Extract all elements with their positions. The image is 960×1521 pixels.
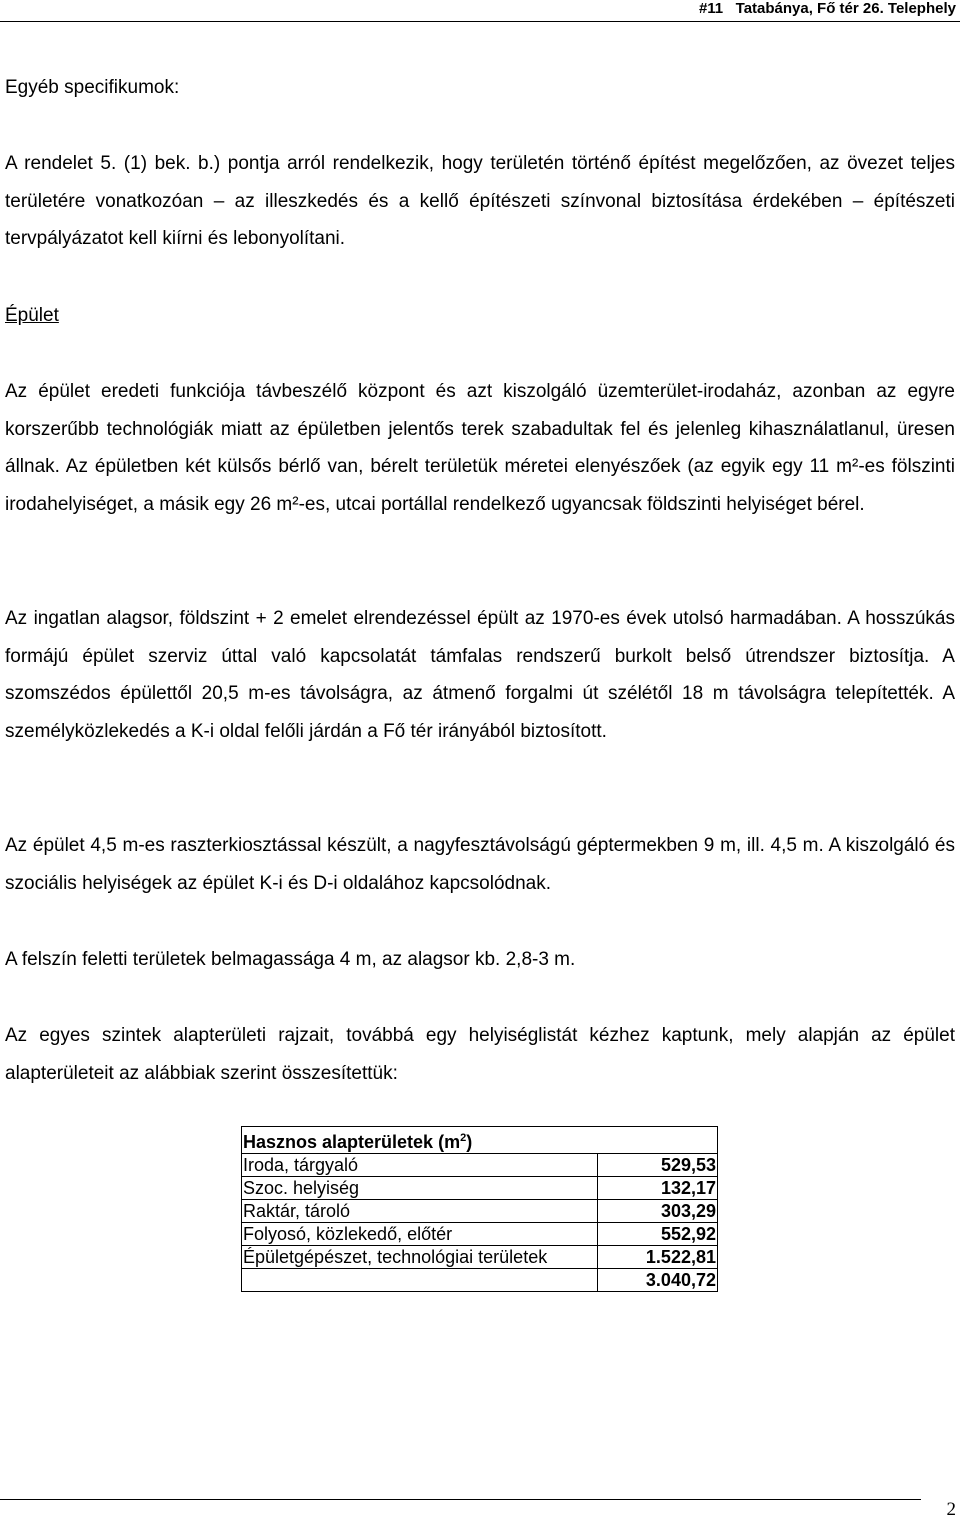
table-title-suffix: ) <box>466 1132 473 1152</box>
table-total-row <box>242 1269 718 1292</box>
row-label: Épületgépészet, technológiai területek <box>242 1246 598 1269</box>
page-number: 2 <box>946 1499 956 1520</box>
building-paragraph-1: Az épület eredeti funkciója távbeszélő központ és azt kiszolgáló üzemterület-irodaház, azonban az egyre korszerűbb technológiák miatt az épületben jelentős terek szabadultak fel és jelenleg kihasználatlanul, üresen állnak. Az épületben két külsős bérlő van, bérelt területük méretei elenyészőek (az egyik egy 11 m²-es fölszinti irodahelyiséget, a másik egy 26 m²-es, utcai portállal rendelkező ugyancsak földszinti helyiséget bérel. <box>5 381 955 515</box>
total-value: 3.040,72 <box>598 1269 718 1292</box>
building-heading: Épület <box>5 305 59 326</box>
row-label: Iroda, tárgyaló <box>242 1154 598 1177</box>
building-paragraph-2: Az ingatlan alagsor, földszint + 2 emelet elrendezéssel épült az 1970-es évek utolsó harmadában. A hosszúkás formájú épület szerviz úttal való kapcsolatát támfalas rendszerű burkolt belső útrendszer biztosítja. A szomszédos épülettől 20,5 m-es távolságra, az átmenő forgalmi út szélétől 18 m távolságra telepítették. A személyközlekedés a K-i oldal felőli járdán a Fő tér irányából biztosított. <box>5 608 955 742</box>
row-label: Folyosó, közlekedő, előtér <box>242 1223 598 1246</box>
table-title-superscript: 2 <box>460 1132 467 1144</box>
table-row <box>242 1200 718 1223</box>
row-value: 552,92 <box>598 1223 718 1246</box>
building-paragraph-5: Az egyes szintek alapterületi rajzait, továbbá egy helyiséglistát kézhez kaptunk, mely alapján az épület alapterületeit az alábbiak szerint összesítettük: <box>5 1025 955 1084</box>
row-value: 529,53 <box>598 1154 718 1177</box>
row-value: 132,17 <box>598 1177 718 1200</box>
table-title <box>242 1127 718 1154</box>
row-label: Raktár, tároló <box>242 1200 598 1223</box>
building-paragraph-3: Az épület 4,5 m-es raszterkiosztással készült, a nagyfesztávolságú géptermekben 9 m, ill. 4,5 m. A kiszolgáló és szociális helyiségek az épület K-i és D-i oldalához kapcsolódnak. <box>5 835 955 894</box>
building-paragraph-4: A felszín feletti területek belmagassága 4 m, az alagsor kb. 2,8-3 m. <box>5 949 576 970</box>
row-value: 303,29 <box>598 1200 718 1223</box>
row-value: 1.522,81 <box>598 1246 718 1269</box>
total-label <box>242 1269 598 1292</box>
table-header-row <box>242 1127 718 1154</box>
usable-area-table <box>241 1126 718 1292</box>
other-specifics-title: Egyéb specifikumok: <box>5 77 180 98</box>
page-header <box>0 0 960 24</box>
table-title-text: Hasznos alapterületek (m <box>243 1132 461 1152</box>
table-row <box>242 1223 718 1246</box>
header-title: #11 Tatabánya, Fő tér 26. Telephely <box>698 0 956 17</box>
row-label: Szoc. helyiség <box>242 1177 598 1200</box>
header-divider <box>0 21 960 22</box>
table-row <box>242 1246 718 1269</box>
table-row <box>242 1154 718 1177</box>
regulation-paragraph: A rendelet 5. (1) bek. b.) pontja arról rendelkezik, hogy területén történő építést megelőzően, az övezet teljes területére vonatkozóan – az illeszkedés és a kellő építészeti színvonal biztosítása érdekében – építészeti tervpályázatot kell kiírni és lebonyolítani. <box>5 153 955 250</box>
footer-divider <box>0 1499 921 1500</box>
table-row <box>242 1177 718 1200</box>
